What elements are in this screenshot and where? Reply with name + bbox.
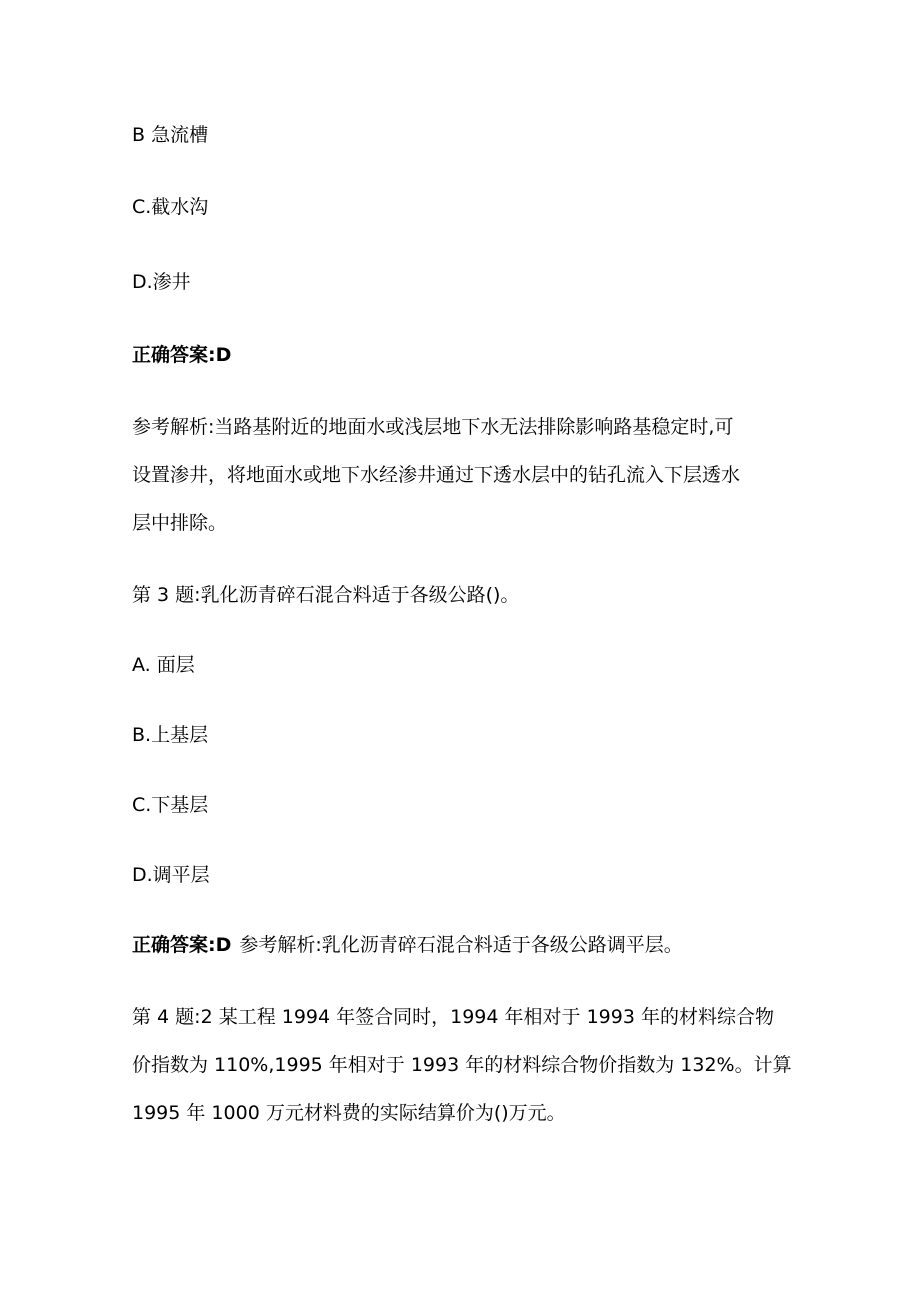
q2-analysis-line-3: 层中排除。: [132, 512, 228, 534]
q2-analysis-line-2: 设置渗井，将地面水或地下水经渗井通过下透水层中的钻孔流入下层透水: [132, 464, 741, 486]
answer-label: 正确答案:: [132, 934, 216, 956]
q3-option-b: B.上基层: [132, 724, 209, 746]
q3-analysis: 参考解析:乳化沥青碎石混合料适于各级公路调平层。: [239, 934, 683, 956]
q4-question-line-3: 1995 年 1000 万元材料费的实际结算价为()万元。: [132, 1102, 566, 1124]
answer-value: D: [215, 344, 232, 366]
answer-label: 正确答案:: [132, 344, 216, 366]
q3-option-d: D.调平层: [132, 864, 210, 886]
q2-option-c: C.截水沟: [132, 196, 209, 218]
answer-value: D: [215, 934, 232, 956]
q3-question: 第 3 题:乳化沥青碎石混合料适于各级公路()。: [132, 584, 520, 606]
q2-answer: [132, 343, 231, 367]
q4-question-line-2: 价指数为 110%,1995 年相对于 1993 年的材料综合物价指数为 132%。计算: [132, 1054, 792, 1076]
q3-option-c: C.下基层: [132, 794, 209, 816]
q4-question-line-1: 第 4 题:2 某工程 1994 年签合同时，1994 年相对于 1993 年的材料综合物: [132, 1006, 774, 1028]
q3-option-a: A. 面层: [132, 654, 195, 676]
q3-answer: [132, 933, 683, 957]
q2-option-d: D.渗井: [132, 271, 191, 293]
q2-analysis-line-1: 参考解析:当路基附近的地面水或浅层地下水无法排除影响路基稳定时,可: [132, 416, 734, 438]
q2-option-b: B 急流槽: [132, 124, 209, 146]
